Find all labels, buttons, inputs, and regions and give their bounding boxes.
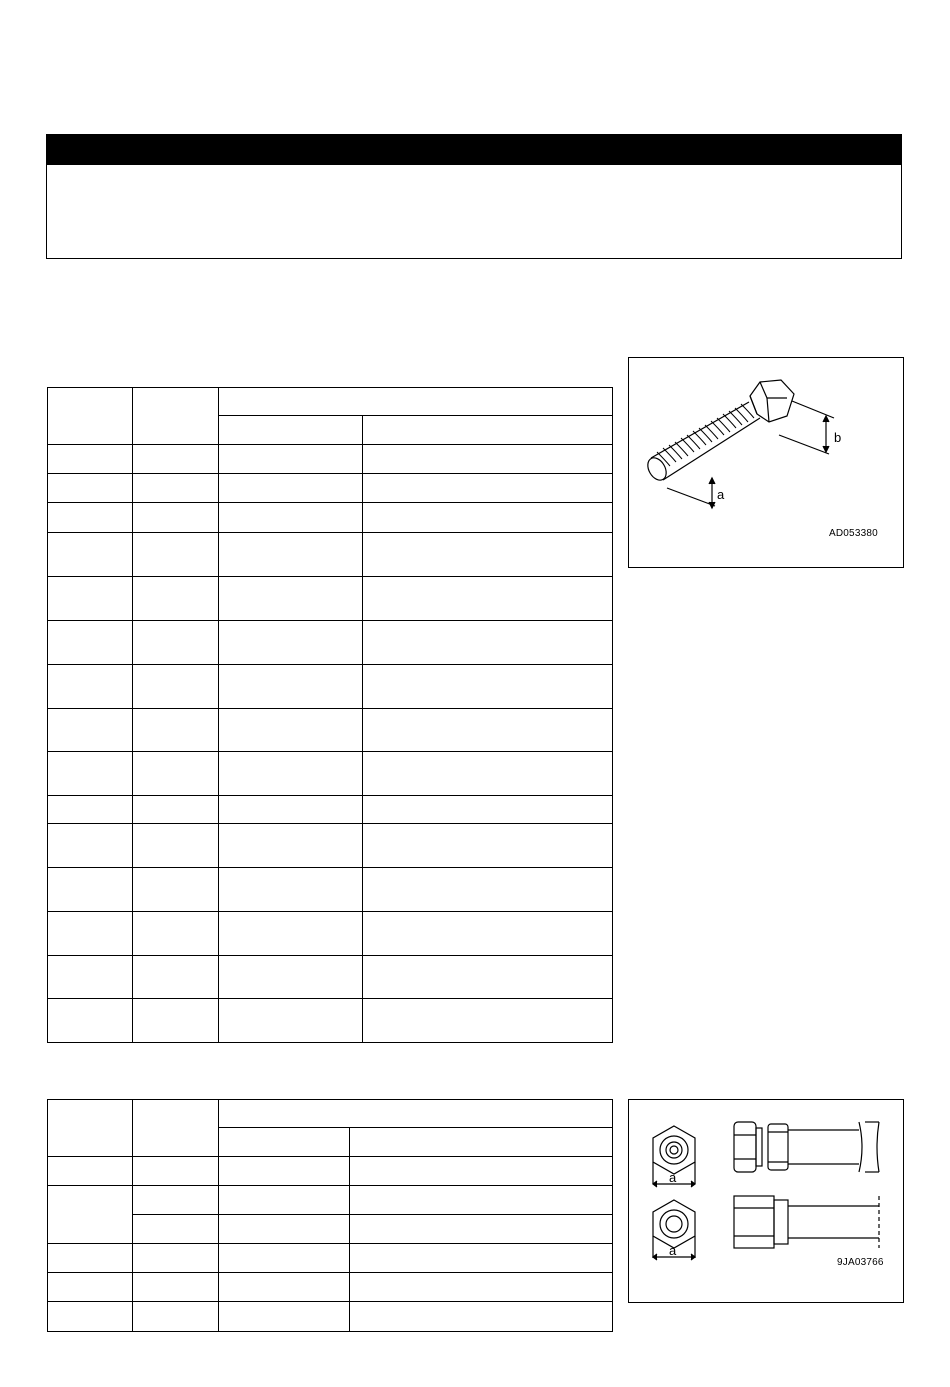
table-cell — [219, 956, 363, 999]
table-cell — [363, 796, 613, 824]
table-cell — [363, 621, 613, 665]
table-row — [48, 533, 613, 577]
table-cell — [133, 1186, 219, 1215]
table-cell — [48, 1244, 133, 1273]
table-cell — [350, 1186, 613, 1215]
table-cell — [363, 577, 613, 621]
flare-nut-figure — [628, 1099, 904, 1303]
table-cell — [363, 868, 613, 912]
table-cell — [363, 474, 613, 503]
table-row — [48, 956, 613, 999]
bolt-torque-table — [47, 387, 613, 1043]
table-header-row — [48, 388, 613, 416]
table-cell — [133, 1302, 219, 1332]
table-cell — [48, 445, 133, 474]
table-row — [48, 1157, 613, 1186]
table-row — [48, 665, 613, 709]
table-cell — [219, 621, 363, 665]
table-cell — [219, 1244, 350, 1273]
table-cell — [350, 1157, 613, 1186]
table-row — [48, 868, 613, 912]
table-cell — [133, 445, 219, 474]
dimension-label-b: b — [834, 430, 842, 445]
figure-id: AD053380 — [829, 528, 878, 539]
table-cell — [219, 796, 363, 824]
header-cell — [219, 388, 613, 416]
table-cell — [133, 868, 219, 912]
table-row — [48, 912, 613, 956]
table-cell — [48, 796, 133, 824]
table-cell — [48, 533, 133, 577]
table-row — [48, 621, 613, 665]
table-header-row — [48, 1100, 613, 1128]
table-row — [48, 1186, 613, 1215]
table-cell — [133, 503, 219, 533]
table-row — [48, 752, 613, 796]
table-row — [48, 503, 613, 533]
dimension-label-a: a — [717, 487, 725, 502]
table-cell — [48, 1186, 133, 1244]
table-cell — [133, 533, 219, 577]
table-row — [48, 709, 613, 752]
table-cell — [350, 1302, 613, 1332]
table-row — [48, 1244, 613, 1273]
table-cell — [219, 1273, 350, 1302]
header-cell — [219, 1100, 613, 1128]
table-cell — [219, 868, 363, 912]
header-cell — [219, 1128, 350, 1157]
caution-box — [46, 134, 902, 259]
table-cell — [363, 752, 613, 796]
table-cell — [48, 999, 133, 1043]
table-row — [48, 474, 613, 503]
table-cell — [48, 824, 133, 868]
header-cell — [350, 1128, 613, 1157]
flare-nut-dimension-illustration — [629, 1100, 902, 1301]
table-cell — [133, 1244, 219, 1273]
table-cell — [133, 796, 219, 824]
table-cell — [363, 912, 613, 956]
table-cell — [48, 1273, 133, 1302]
table-row — [48, 1273, 613, 1302]
table-cell — [350, 1273, 613, 1302]
table-cell — [219, 1157, 350, 1186]
table-cell — [133, 621, 219, 665]
table-cell — [363, 665, 613, 709]
header-cell — [133, 1100, 219, 1157]
table-row — [48, 1302, 613, 1332]
table-row — [48, 796, 613, 824]
table-cell — [219, 709, 363, 752]
table-cell — [363, 956, 613, 999]
table-cell — [48, 503, 133, 533]
table-cell — [363, 824, 613, 868]
header-cell — [48, 388, 133, 445]
table-cell — [48, 912, 133, 956]
table-cell — [133, 1215, 219, 1244]
table-cell — [219, 577, 363, 621]
table-cell — [219, 533, 363, 577]
table-cell — [219, 824, 363, 868]
dimension-label-a-lower: a — [669, 1243, 677, 1258]
table-cell — [48, 868, 133, 912]
table-cell — [219, 474, 363, 503]
table-cell — [219, 1215, 350, 1244]
table-cell — [133, 824, 219, 868]
table-cell — [350, 1215, 613, 1244]
table-cell — [219, 665, 363, 709]
table-row — [48, 445, 613, 474]
table-cell — [219, 1186, 350, 1215]
table-cell — [133, 709, 219, 752]
table-row — [48, 824, 613, 868]
table-cell — [48, 577, 133, 621]
table-cell — [219, 912, 363, 956]
table-cell — [133, 999, 219, 1043]
table-row — [48, 577, 613, 621]
figure-id: 9JA03766 — [837, 1257, 884, 1268]
table-cell — [48, 665, 133, 709]
table-cell — [48, 621, 133, 665]
table-cell — [363, 709, 613, 752]
table-cell — [133, 1273, 219, 1302]
bolt-figure — [628, 357, 904, 568]
table-cell — [363, 533, 613, 577]
table-cell — [48, 1157, 133, 1186]
table-cell — [133, 474, 219, 503]
table-cell — [219, 1302, 350, 1332]
table-cell — [219, 752, 363, 796]
header-cell — [48, 1100, 133, 1157]
table-cell — [363, 503, 613, 533]
dimension-label-a-upper: a — [669, 1170, 677, 1185]
table-cell — [48, 956, 133, 999]
table-cell — [219, 999, 363, 1043]
table-cell — [219, 445, 363, 474]
table-cell — [219, 503, 363, 533]
table-cell — [363, 445, 613, 474]
table-cell — [48, 474, 133, 503]
table-cell — [133, 665, 219, 709]
table-cell — [350, 1244, 613, 1273]
table-cell — [48, 752, 133, 796]
flare-nut-torque-table — [47, 1099, 613, 1332]
table-cell — [133, 752, 219, 796]
table-cell — [133, 956, 219, 999]
table-cell — [48, 1302, 133, 1332]
table-row — [48, 999, 613, 1043]
header-cell — [363, 416, 613, 445]
table-row — [48, 1215, 613, 1244]
header-cell — [219, 416, 363, 445]
caution-body — [47, 165, 901, 258]
caution-header-bar — [47, 135, 901, 165]
table-cell — [363, 999, 613, 1043]
table-cell — [48, 709, 133, 752]
header-cell — [133, 388, 219, 445]
table-cell — [133, 912, 219, 956]
table-cell — [133, 1157, 219, 1186]
table-cell — [133, 577, 219, 621]
